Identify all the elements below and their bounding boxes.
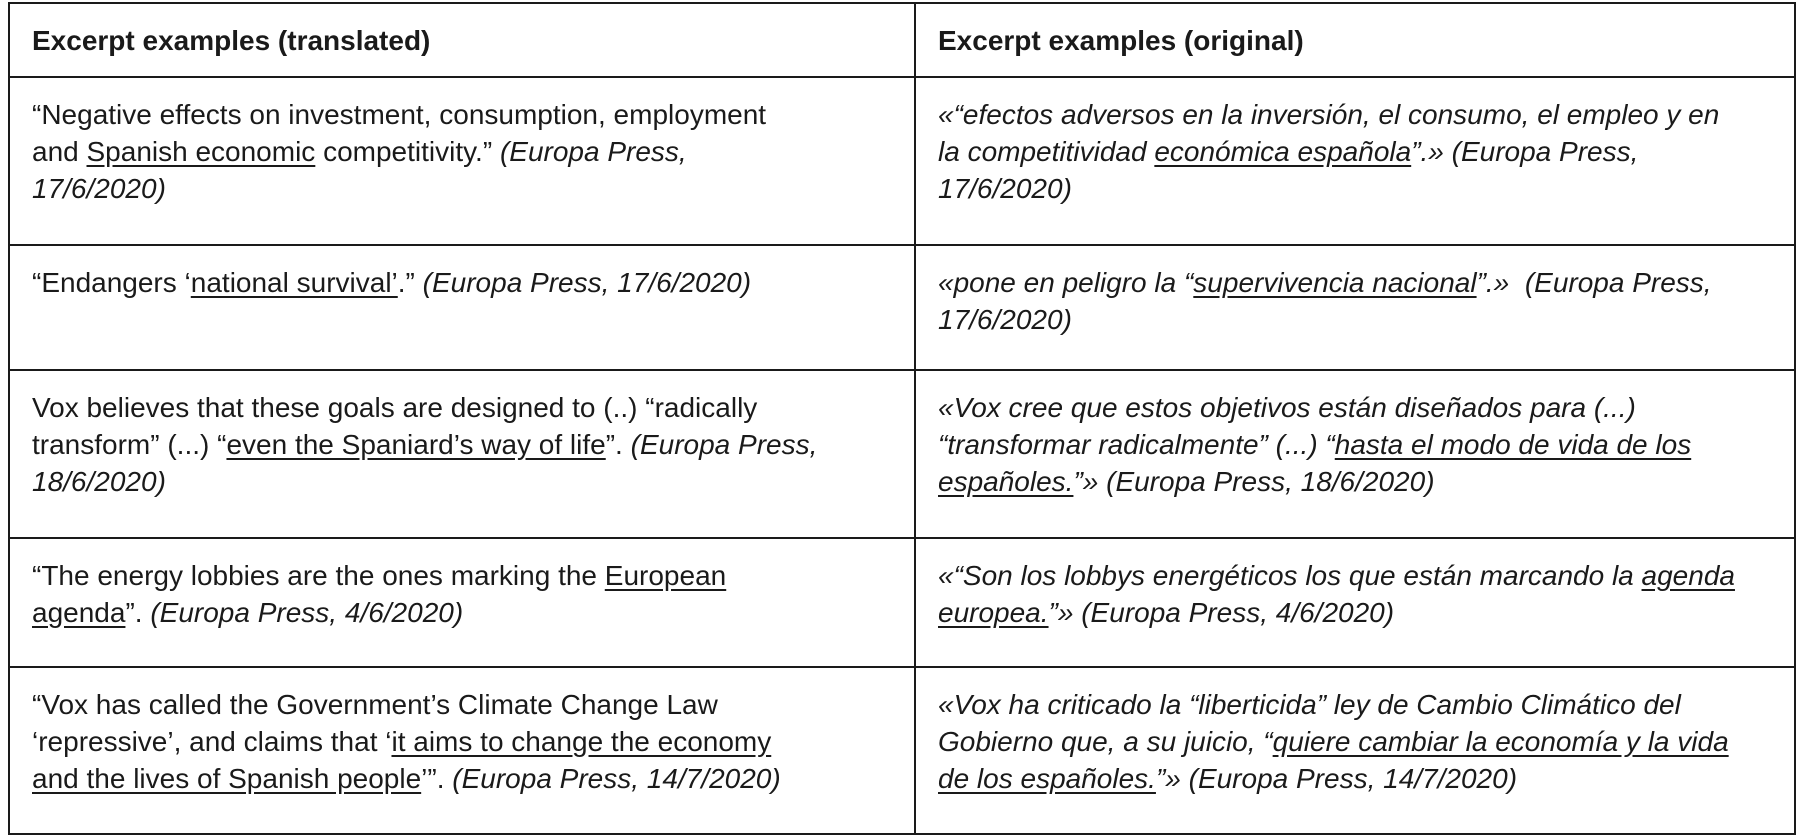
cell-original [915,370,1795,538]
text-run: ”.» (Europa Press, 17/6/2020) [938,136,1639,204]
text-run: hasta el modo de vida de los españoles. [938,429,1692,497]
cell-translated [9,538,915,667]
text-run: ”.» (Europa Press, 17/6/2020) [938,267,1712,335]
cell-translated [9,245,915,370]
text-run: “Negative effects on investment, consumption, employment and [32,99,767,167]
cell-translated [9,667,915,834]
text-run: agenda europea. [938,560,1735,628]
text-run: «pone en peligro la “ [938,267,1194,298]
text-run: competitivity.” [315,136,500,167]
header-translated: Excerpt examples (translated) [9,3,915,77]
table-row [9,370,1795,538]
text-run: .” [397,267,423,298]
header-original: Excerpt examples (original) [915,3,1795,77]
text-run: supervivencia nacional [1193,267,1477,298]
text-run: ’”. [421,763,453,794]
text-run: «Vox cree que estos objetivos están diseñados para (...) “transformar radicalmente” (...) “ [938,392,1636,460]
cell-original [915,245,1795,370]
text-run: ”» (Europa Press, 14/7/2020) [1155,763,1518,794]
text-run: Spanish economic [86,136,316,167]
text-run: Vox believes that these goals are designed to (..) “radically transform” (...) “ [32,392,758,460]
text-run: ”» (Europa Press, 4/6/2020) [1048,597,1395,628]
table-row [9,245,1795,370]
text-run: (Europa Press, 14/7/2020) [452,763,781,794]
text-run: “Endangers ‘ [32,267,191,298]
text-run: (Europa Press, 17/6/2020) [32,136,687,204]
text-run: even the Spaniard’s way of life [226,429,606,460]
text-run: «“Son los lobbys energéticos los que están marcando la [938,560,1642,591]
excerpt-table [8,2,1796,835]
cell-original [915,667,1795,834]
text-run: (Europa Press, 17/6/2020) [422,267,752,298]
text-run: «“efectos adversos en la inversión, el consumo, el empleo y en la competitividad [938,99,1720,167]
cell-translated [9,370,915,538]
text-run: “Vox has called the Government’s Climate Change Law ‘repressive’, and claims that ‘ [32,689,718,757]
table-row [9,538,1795,667]
text-run: European agenda [32,560,727,628]
text-run: ”. [605,429,631,460]
text-run: (Europa Press, 4/6/2020) [150,597,464,628]
text-run: national survival’ [190,267,398,298]
table-header-row [9,3,1795,77]
cell-translated [9,77,915,245]
cell-original [915,538,1795,667]
text-run: ”. [125,597,151,628]
text-run: it aims to change the economy and the lives of Spanish people [32,726,772,794]
text-run: económica española [1154,136,1412,167]
table-row [9,77,1795,245]
cell-original [915,77,1795,245]
table-row [9,667,1795,834]
text-run: «Vox ha criticado la “liberticida” ley de Cambio Climático del Gobierno que, a su juicio, “ [938,689,1681,757]
text-run: “The energy lobbies are the ones marking the [32,560,605,591]
excerpt-table-container [8,2,1794,835]
text-run: quiere cambiar la economía y la vida de los españoles. [938,726,1729,794]
text-run: (Europa Press, 18/6/2020) [32,429,818,497]
text-run: ”» (Europa Press, 18/6/2020) [1073,466,1435,497]
